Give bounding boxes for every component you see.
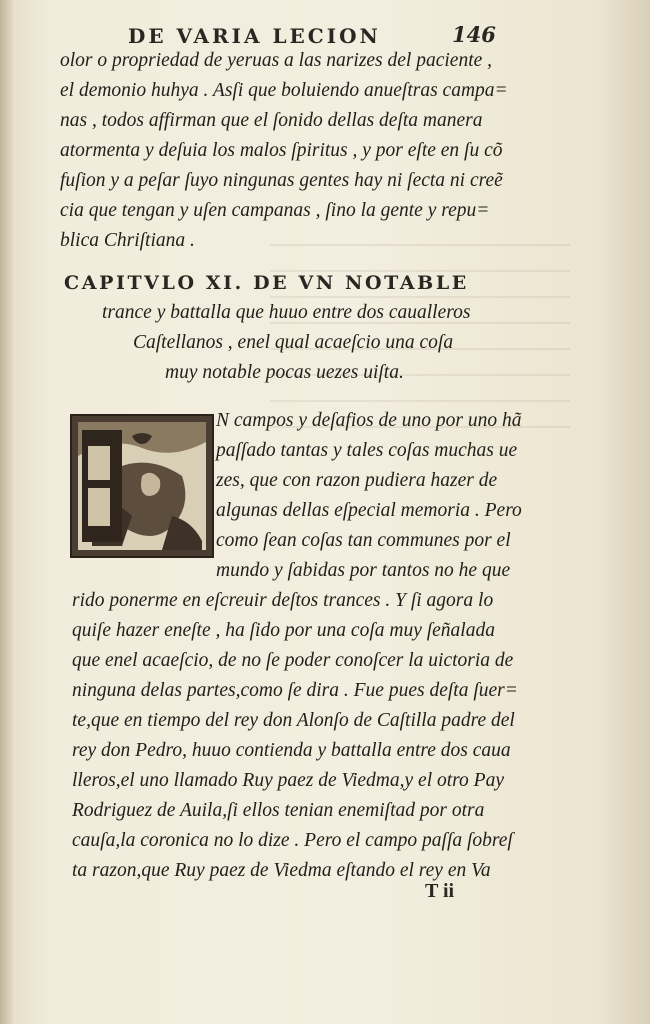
text-line: lleros,el uno llamado Ruy paez de Viedma,y el otro Pay (72, 770, 504, 791)
text-line: quiſe hazer eneſte , ha ſido por una coſa muy ſeñalada (72, 620, 495, 641)
text-line: ninguna delas partes,como ſe dira . Fue pues deſta ſuer= (72, 680, 518, 701)
subtitle-line: trance y battalla que huuo entre dos caualleros (102, 302, 471, 323)
text-line: el demonio huhya . Asſi que boluiendo anueſtras campa= (60, 80, 508, 101)
page-gutter (0, 0, 14, 1024)
text-line: cauſa,la coronica no lo dize . Pero el campo paſſa ſobreſ (72, 830, 513, 851)
chapter-title: CAPITVLO XI. DE VN NOTABLE (64, 272, 469, 294)
page-header (0, 22, 650, 52)
signature-mark: T ii (425, 880, 455, 902)
text-line: mundo y ſabidas por tantos no he que (216, 560, 511, 581)
text-line: blica Chriſtiana . (60, 230, 195, 251)
text-line: zes, que con razon pudiera hazer de (216, 470, 498, 491)
text-line: nas , todos affirman que el ſonido dellas deſta manera (60, 110, 483, 131)
text-line: Rodriguez de Auila,ſi ellos tenian enemiſtad por otra (72, 800, 485, 821)
text-line: paſſado tantas y tales coſas muchas ue (216, 440, 518, 461)
text-line: algunas dellas eſpecial memoria . Pero (216, 500, 522, 521)
decorated-initial-e (70, 414, 214, 558)
text-line: ta razon,que Ruy paez de Viedma eſtando el rey en Va (72, 860, 491, 881)
subtitle-line: muy notable pocas uezes uiſta. (165, 362, 404, 383)
text-line: rey don Pedro, huuo contienda y battalla entre dos caua (72, 740, 511, 761)
text-line: como ſean coſas tan communes por el (216, 530, 511, 551)
subtitle-line: Caſtellanos , enel qual acaeſcio una coſa (133, 332, 454, 353)
text-line: rido ponerme en eſcreuir deſtos trances . Y ſi agora lo (72, 590, 494, 611)
page-number: 146 (452, 22, 496, 47)
show-through-text (270, 228, 570, 428)
text-line: fuſion y a peſar ſuyo ningunas gentes hay ni ſecta ni creẽ (60, 170, 503, 191)
woodcut-illustration-icon (72, 416, 212, 556)
text-line: te,que en tiempo del rey don Alonſo de Caſtilla padre del (72, 710, 515, 731)
text-line: olor o propriedad de yeruas a las narizes del paciente , (60, 50, 493, 71)
running-head: DE VARIA LECION (128, 24, 381, 48)
text-line: atormenta y deſuia los malos ſpiritus , y por eſte en ſu cõ (60, 140, 503, 161)
text-line: N campos y deſafios de uno por uno hã (216, 410, 522, 431)
text-line: cia que tengan y uſen campanas , ſino la gente y repu= (60, 200, 490, 221)
text-line: que enel acaeſcio, de no ſe poder conoſcer la uictoria de (72, 650, 514, 671)
